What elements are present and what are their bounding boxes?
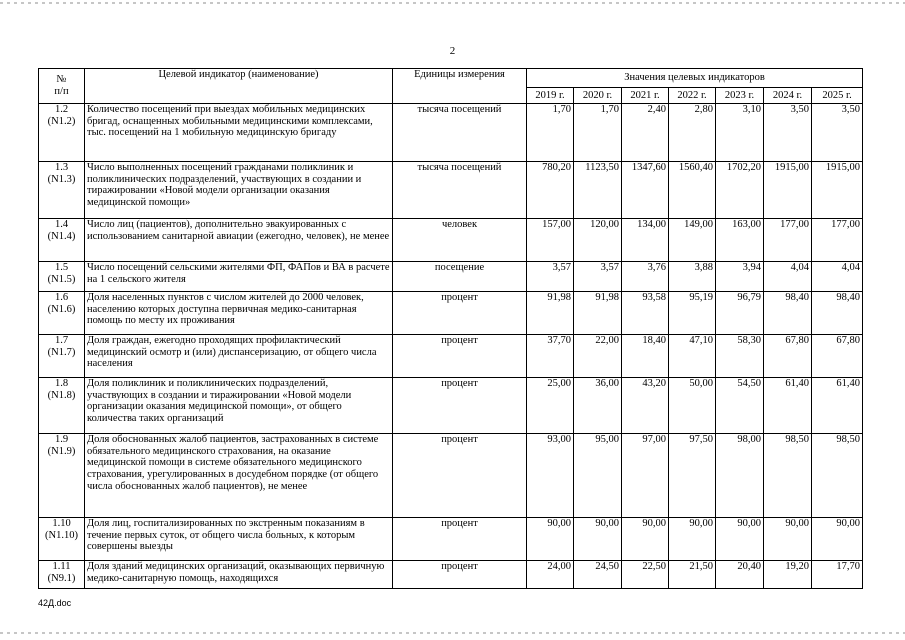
row-number: 1.8 (N1.8) xyxy=(39,378,85,434)
value-cell: 91,98 xyxy=(574,292,622,335)
value-cell: 1915,00 xyxy=(764,162,812,219)
value-cell: 20,40 xyxy=(716,561,764,589)
value-cell: 1702,20 xyxy=(716,162,764,219)
value-cell: 157,00 xyxy=(527,219,574,262)
header-indicator: Целевой индикатор (наименование) xyxy=(85,69,393,104)
value-cell: 98,50 xyxy=(812,434,863,518)
value-cell: 90,00 xyxy=(574,518,622,561)
indicator-name: Доля поликлиник и поликлинических подразделений, участвующих в создании и тиражировании «Новой модели организации оказания медицинской помощи», от общего количества таких организаций xyxy=(85,378,393,434)
value-cell: 67,80 xyxy=(812,335,863,378)
value-cell: 61,40 xyxy=(812,378,863,434)
value-cell: 43,20 xyxy=(622,378,669,434)
header-year: 2023 г. xyxy=(716,88,764,104)
scan-edge-top xyxy=(0,2,905,4)
value-cell: 98,40 xyxy=(764,292,812,335)
value-cell: 93,58 xyxy=(622,292,669,335)
unit-cell: процент xyxy=(393,378,527,434)
value-cell: 3,88 xyxy=(669,262,716,292)
table-row xyxy=(39,518,863,561)
value-cell: 22,50 xyxy=(622,561,669,589)
header-year: 2022 г. xyxy=(669,88,716,104)
value-cell: 98,50 xyxy=(764,434,812,518)
unit-cell: тысяча посещений xyxy=(393,162,527,219)
value-cell: 37,70 xyxy=(527,335,574,378)
value-cell: 24,00 xyxy=(527,561,574,589)
value-cell: 3,50 xyxy=(812,104,863,162)
value-cell: 1,70 xyxy=(527,104,574,162)
value-cell: 3,76 xyxy=(622,262,669,292)
value-cell: 36,00 xyxy=(574,378,622,434)
indicator-name: Доля обоснованных жалоб пациентов, застрахованных в системе обязательного медицинского страхования, на оказание медицинской помощи в системе обязательного медицинского страхования, урегулированных в досудебном порядке (от общего числа обоснованных жалоб пациентов), не менее xyxy=(85,434,393,518)
value-cell: 98,40 xyxy=(812,292,863,335)
indicator-name: Доля лиц, госпитализированных по экстренным показаниям в течение первых суток, от общего числа больных, к которым совершены выезды xyxy=(85,518,393,561)
header-year: 2025 г. xyxy=(812,88,863,104)
value-cell: 3,94 xyxy=(716,262,764,292)
row-number: 1.9 (N1.9) xyxy=(39,434,85,518)
value-cell: 22,00 xyxy=(574,335,622,378)
table-row xyxy=(39,219,863,262)
row-number: 1.7 (N1.7) xyxy=(39,335,85,378)
value-cell: 90,00 xyxy=(669,518,716,561)
row-number: 1.2 (N1.2) xyxy=(39,104,85,162)
unit-cell: процент xyxy=(393,518,527,561)
indicator-name: Число посещений сельскими жителями ФП, ФАПов и ВА в расчете на 1 сельского жителя xyxy=(85,262,393,292)
scan-edge-bottom xyxy=(0,632,905,634)
unit-cell: человек xyxy=(393,219,527,262)
value-cell: 163,00 xyxy=(716,219,764,262)
value-cell: 177,00 xyxy=(764,219,812,262)
indicator-name: Количество посещений при выездах мобильных медицинских бригад, оснащенных мобильными медицинскими комплексами, тыс. посещений на 1 мобильную медицинскую бригаду xyxy=(85,104,393,162)
unit-cell: процент xyxy=(393,434,527,518)
indicators-table xyxy=(38,68,863,589)
table-row xyxy=(39,162,863,219)
value-cell: 1123,50 xyxy=(574,162,622,219)
value-cell: 96,79 xyxy=(716,292,764,335)
unit-cell: посещение xyxy=(393,262,527,292)
value-cell: 95,19 xyxy=(669,292,716,335)
indicator-name: Доля зданий медицинских организаций, оказывающих первичную медико-санитарную помощь, находящихся xyxy=(85,561,393,589)
value-cell: 21,50 xyxy=(669,561,716,589)
unit-cell: процент xyxy=(393,335,527,378)
value-cell: 90,00 xyxy=(812,518,863,561)
value-cell: 149,00 xyxy=(669,219,716,262)
table-row xyxy=(39,434,863,518)
value-cell: 67,80 xyxy=(764,335,812,378)
header-num: № п/п xyxy=(39,69,85,104)
value-cell: 24,50 xyxy=(574,561,622,589)
value-cell: 3,10 xyxy=(716,104,764,162)
value-cell: 4,04 xyxy=(764,262,812,292)
unit-cell: тысяча посещений xyxy=(393,104,527,162)
indicator-name: Число лиц (пациентов), дополнительно эвакуированных с использованием санитарной авиации (ежегодно, человек), не менее xyxy=(85,219,393,262)
page-number: 2 xyxy=(449,45,456,57)
value-cell: 4,04 xyxy=(812,262,863,292)
value-cell: 120,00 xyxy=(574,219,622,262)
row-number: 1.10 (N1.10) xyxy=(39,518,85,561)
value-cell: 97,00 xyxy=(622,434,669,518)
indicator-name: Доля граждан, ежегодно проходящих профилактический медицинский осмотр и (или) диспансеризацию, от общего числа населения xyxy=(85,335,393,378)
table-row xyxy=(39,104,863,162)
value-cell: 1347,60 xyxy=(622,162,669,219)
footer-filename: 42Д.doc xyxy=(38,598,72,608)
value-cell: 90,00 xyxy=(716,518,764,561)
value-cell: 95,00 xyxy=(574,434,622,518)
value-cell: 90,00 xyxy=(622,518,669,561)
value-cell: 134,00 xyxy=(622,219,669,262)
table-row xyxy=(39,335,863,378)
value-cell: 3,57 xyxy=(527,262,574,292)
unit-cell: процент xyxy=(393,292,527,335)
value-cell: 97,50 xyxy=(669,434,716,518)
value-cell: 177,00 xyxy=(812,219,863,262)
value-cell: 90,00 xyxy=(527,518,574,561)
value-cell: 1915,00 xyxy=(812,162,863,219)
value-cell: 54,50 xyxy=(716,378,764,434)
indicator-name: Число выполненных посещений гражданами поликлиник и поликлинических подразделений, участвующих в создании и тиражировании «Новой модели организации оказания медицинской помощи» xyxy=(85,162,393,219)
value-cell: 61,40 xyxy=(764,378,812,434)
header-unit: Единицы измерения xyxy=(393,69,527,104)
value-cell: 3,57 xyxy=(574,262,622,292)
value-cell: 47,10 xyxy=(669,335,716,378)
value-cell: 98,00 xyxy=(716,434,764,518)
value-cell: 1,70 xyxy=(574,104,622,162)
row-number: 1.5 (N1.5) xyxy=(39,262,85,292)
value-cell: 90,00 xyxy=(764,518,812,561)
value-cell: 3,50 xyxy=(764,104,812,162)
unit-cell: процент xyxy=(393,561,527,589)
table-row xyxy=(39,262,863,292)
value-cell: 19,20 xyxy=(764,561,812,589)
value-cell: 1560,40 xyxy=(669,162,716,219)
value-cell: 93,00 xyxy=(527,434,574,518)
header-year: 2024 г. xyxy=(764,88,812,104)
header-year: 2019 г. xyxy=(527,88,574,104)
value-cell: 2,80 xyxy=(669,104,716,162)
row-number: 1.4 (N1.4) xyxy=(39,219,85,262)
table-row xyxy=(39,378,863,434)
row-number: 1.6 (N1.6) xyxy=(39,292,85,335)
value-cell: 25,00 xyxy=(527,378,574,434)
header-year: 2021 г. xyxy=(622,88,669,104)
value-cell: 91,98 xyxy=(527,292,574,335)
row-number: 1.3 (N1.3) xyxy=(39,162,85,219)
value-cell: 780,20 xyxy=(527,162,574,219)
table-row xyxy=(39,561,863,589)
header-year: 2020 г. xyxy=(574,88,622,104)
table-row xyxy=(39,292,863,335)
indicator-name: Доля населенных пунктов с числом жителей до 2000 человек, населению которых доступна первичная медико-санитарная помощь по месту их проживания xyxy=(85,292,393,335)
value-cell: 17,70 xyxy=(812,561,863,589)
value-cell: 58,30 xyxy=(716,335,764,378)
row-number: 1.11 (N9.1) xyxy=(39,561,85,589)
header-values-group: Значения целевых индикаторов xyxy=(527,69,863,88)
value-cell: 2,40 xyxy=(622,104,669,162)
value-cell: 50,00 xyxy=(669,378,716,434)
value-cell: 18,40 xyxy=(622,335,669,378)
